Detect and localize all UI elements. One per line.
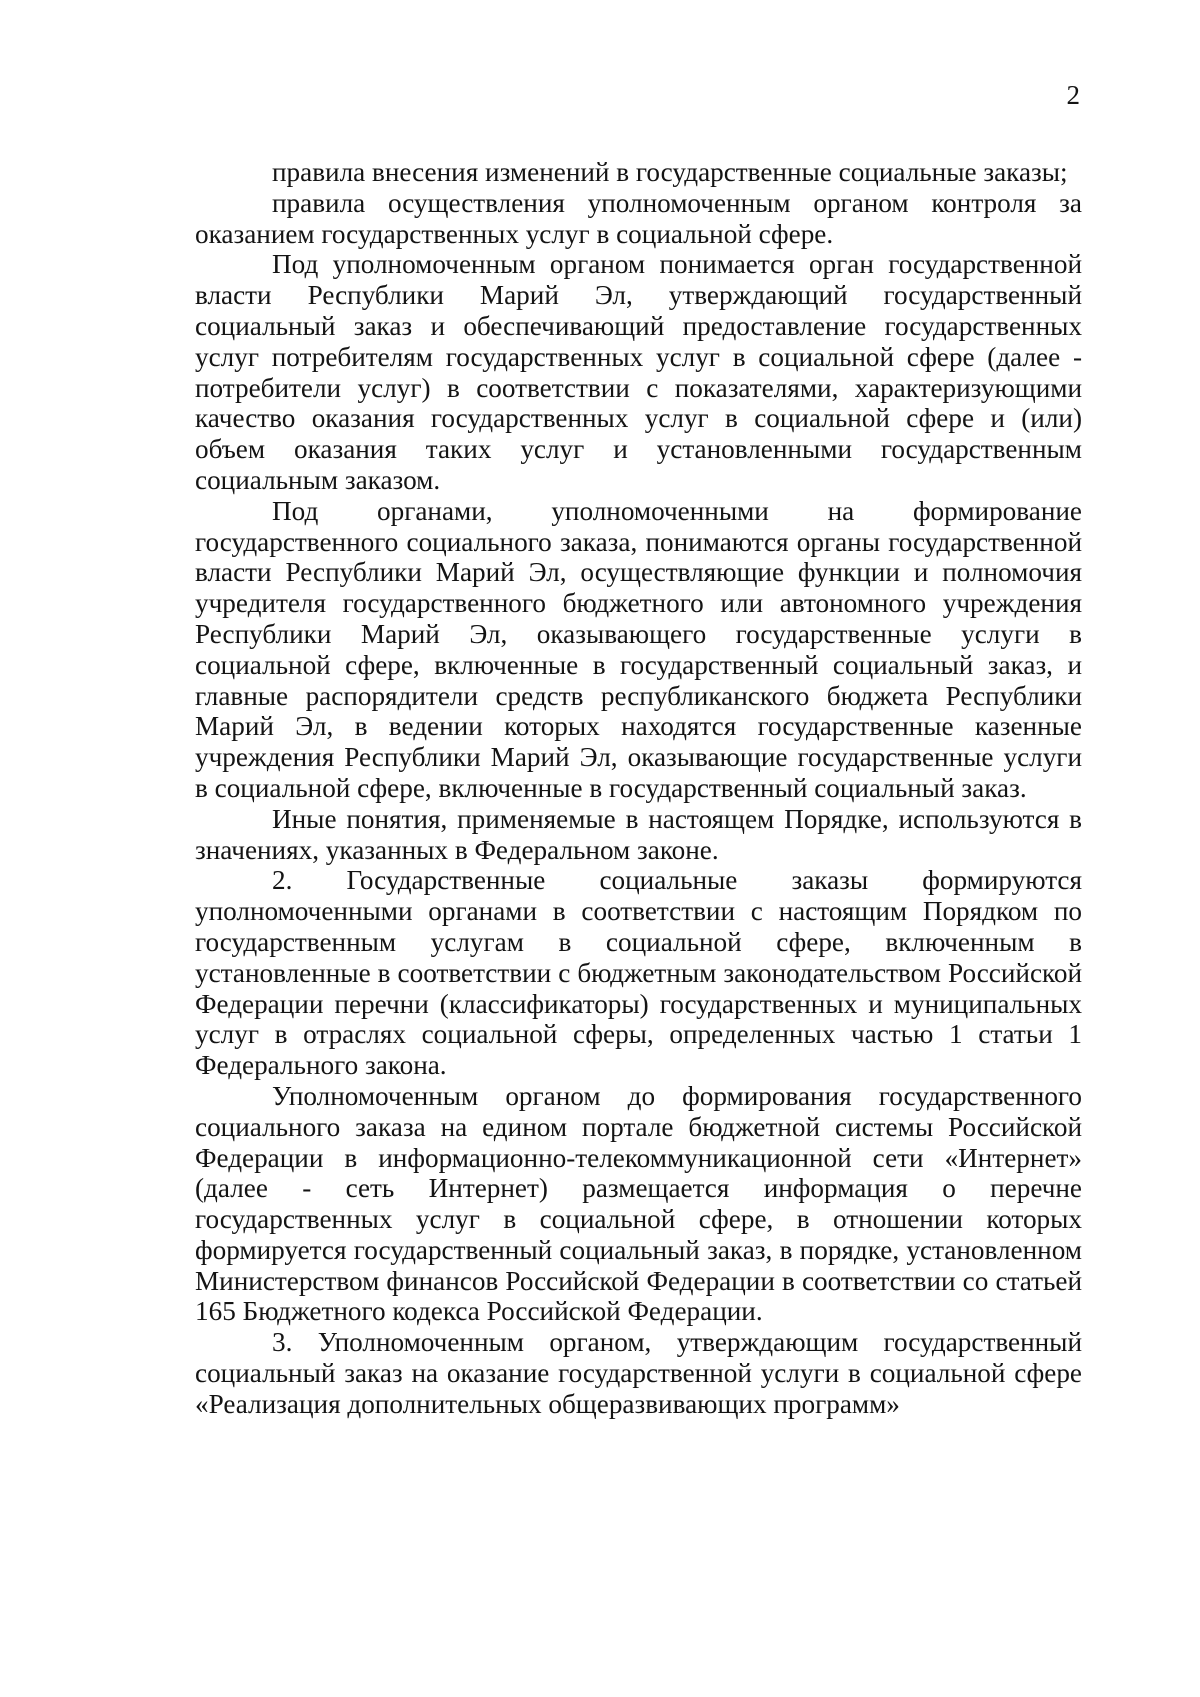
paragraph: Иные понятия, применяемые в настоящем Порядке, используются в значениях, указанных в Федеральном законе.	[195, 803, 1082, 865]
paragraph: 2. Государственные социальные заказы формируются уполномоченными органами в соответствии с настоящим Порядком по государственным услугам в социальной сфере, включенным в установленные в соответствии с бюджетным законодательством Российской Федерации перечни (классификаторы) государственных и муниципальных услуг в отраслях социальной сферы, определенных частью 1 статьи 1 Федерального закона.	[195, 865, 1082, 1081]
page-number: 2	[1066, 80, 1080, 110]
paragraph: Уполномоченным органом до формирования государственного социального заказа на едином портале бюджетной системы Российской Федерации в информационно-телекоммуникационной сети «Интернет» (далее - сеть Интернет) размещается информация о перечне государственных услуг в социальной сфере, в отношении которых формируется государственный социальный заказ, в порядке, установленном Министерством финансов Российской Федерации в соответствии со статьей 165 Бюджетного кодекса Российской Федерации.	[195, 1080, 1082, 1327]
document-body	[195, 157, 1082, 1420]
paragraph: Под уполномоченным органом понимается орган государственной власти Республики Марий Эл, утверждающий государственный социальный заказ и обеспечивающий предоставление государственных услуг потребителям государственных услуг в социальной сфере (далее - потребители услуг) в соответствии с показателями, характеризующими качество оказания государственных услуг в социальной сфере и (или) объем оказания таких услуг и установленными государственным социальным заказом.	[195, 249, 1082, 495]
paragraph: правила осуществления уполномоченным органом контроля за оказанием государственных услуг в социальной сфере.	[195, 187, 1082, 249]
paragraph: правила внесения изменений в государственные социальные заказы;	[272, 157, 1068, 187]
paragraph: Под органами, уполномоченными на формирование государственного социального заказа, понимаются органы государственной власти Республики Марий Эл, осуществляющие функции и полномочия учредителя государственного бюджетного или автономного учреждения Республики Марий Эл, оказывающего государственные услуги в социальной сфере, включенные в государственный социальный заказ, и главные распорядители средств республиканского бюджета Республики Марий Эл, в ведении которых находятся государственные казенные учреждения Республики Марий Эл, оказывающие государственные услуги в социальной сфере, включенные в государственный социальный заказ.	[195, 495, 1082, 803]
paragraph: 3. Уполномоченным органом, утверждающим государственный социальный заказ на оказание государственной услуги в социальной сфере «Реализация дополнительных общеразвивающих программ»	[195, 1327, 1082, 1419]
